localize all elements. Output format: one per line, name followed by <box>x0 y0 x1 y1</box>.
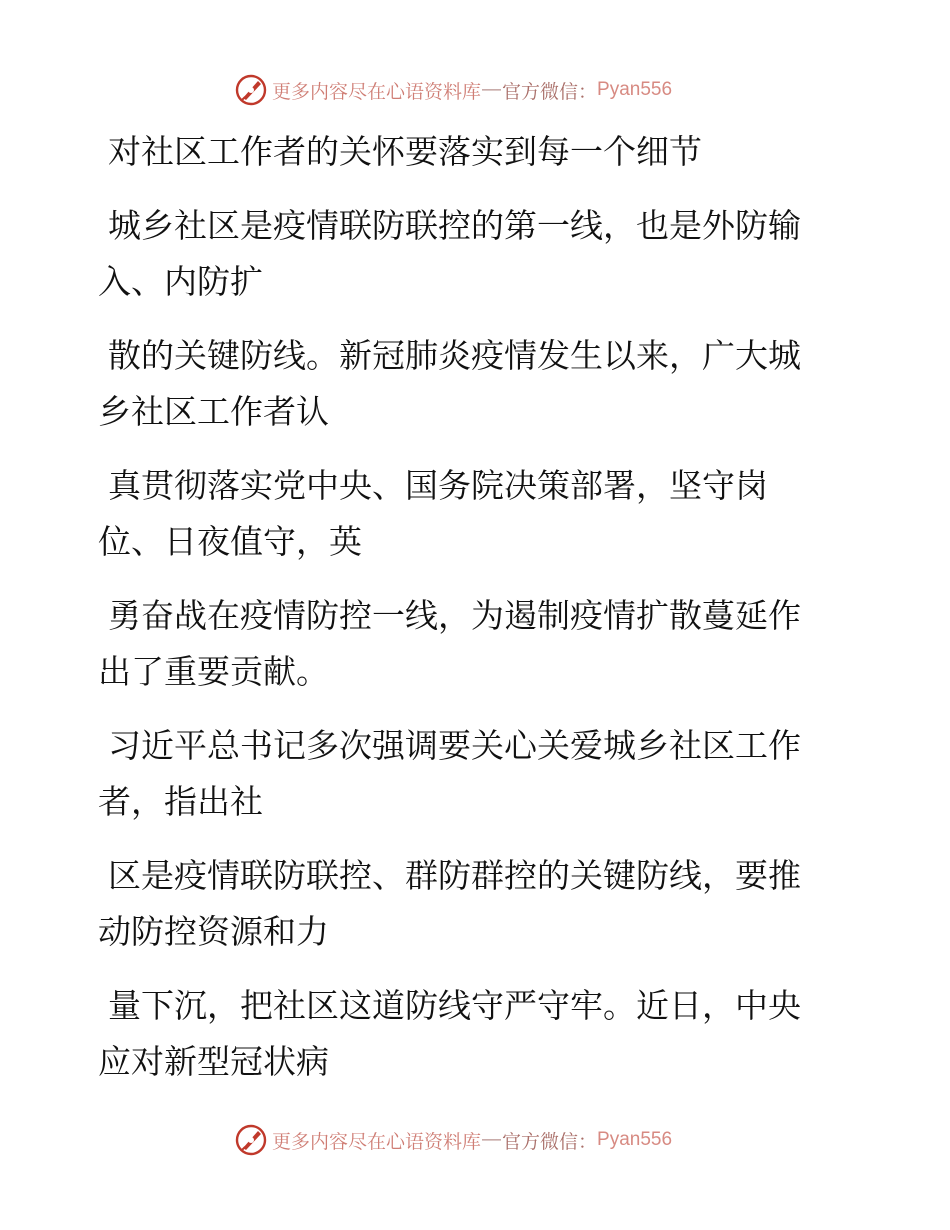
banner-label: 官方微信： <box>502 80 598 103</box>
banner-text: 更多内容尽在心语资料库 <box>272 1130 482 1153</box>
article-line: 勇奋战在疫情防控一线，为遏制疫情扩散蔓延作 <box>108 596 801 635</box>
article-line: 散的关键防线。新冠肺炎疫情发生以来，广大城 <box>108 336 801 375</box>
article-line: 真贯彻落实党中央、国务院决策部署，坚守岗 <box>108 466 768 505</box>
banner-separator: — <box>482 79 502 100</box>
banner-handle: Pyan556 <box>597 79 673 100</box>
article-line: 对社区工作者的关怀要落实到每一个细节 <box>108 132 702 171</box>
quill-logo-icon <box>234 1123 268 1157</box>
article-line: 入、内防扩 <box>98 262 263 301</box>
banner-separator: — <box>482 1129 502 1150</box>
article-line: 出了重要贡献。 <box>98 652 329 691</box>
article-line: 位、日夜值守，英 <box>98 522 362 561</box>
banner-text: 更多内容尽在心语资料库 <box>272 80 482 103</box>
article-line: 量下沉，把社区这道防线守严守牢。近日，中央 <box>108 986 801 1025</box>
article-line: 应对新型冠状病 <box>98 1042 329 1081</box>
article-body <box>98 124 838 1090</box>
footer-banner <box>234 1122 672 1158</box>
banner-label: 官方微信： <box>502 1130 598 1153</box>
article-line: 者，指出社 <box>98 782 263 821</box>
header-banner <box>234 72 672 108</box>
banner-handle: Pyan556 <box>597 1129 673 1150</box>
quill-logo-icon <box>234 73 268 107</box>
article-line: 乡社区工作者认 <box>98 392 329 431</box>
article-line: 动防控资源和力 <box>98 912 329 951</box>
article-line: 城乡社区是疫情联防联控的第一线，也是外防输 <box>108 206 801 245</box>
article-line: 习近平总书记多次强调要关心关爱城乡社区工作 <box>108 726 801 765</box>
article-line: 区是疫情联防联控、群防群控的关键防线，要推 <box>108 856 801 895</box>
